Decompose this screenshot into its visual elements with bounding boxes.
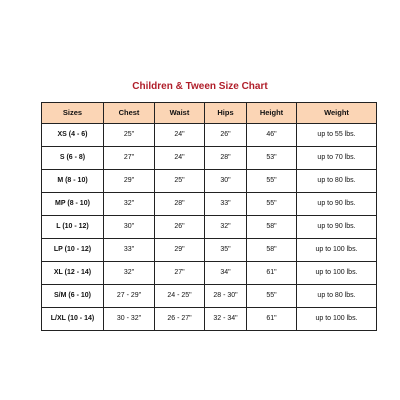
cell-hips: 33" [205, 193, 247, 216]
cell-chest: 27" [104, 147, 155, 170]
table-row [42, 193, 377, 216]
cell-hips: 35" [205, 239, 247, 262]
header-weight: Weight [297, 103, 377, 124]
cell-waist: 26" [155, 216, 205, 239]
cell-height: 58" [247, 239, 297, 262]
table-row [42, 262, 377, 285]
cell-waist: 29" [155, 239, 205, 262]
cell-height: 61" [247, 308, 297, 331]
cell-waist: 27" [155, 262, 205, 285]
chart-title: Children & Tween Size Chart [132, 81, 268, 92]
cell-hips: 32" [205, 216, 247, 239]
cell-weight: up to 100 lbs. [297, 262, 377, 285]
cell-waist: 28" [155, 193, 205, 216]
cell-weight: up to 80 lbs. [297, 170, 377, 193]
cell-weight: up to 100 lbs. [297, 239, 377, 262]
cell-weight: up to 90 lbs. [297, 216, 377, 239]
cell-hips: 28" [205, 147, 247, 170]
cell-size: S/M (6 - 10) [42, 285, 104, 308]
cell-chest: 27 - 29" [104, 285, 155, 308]
cell-size: L (10 - 12) [42, 216, 104, 239]
header-hips: Hips [205, 103, 247, 124]
header-waist: Waist [155, 103, 205, 124]
cell-chest: 32" [104, 262, 155, 285]
header-height: Height [247, 103, 297, 124]
cell-height: 55" [247, 193, 297, 216]
header-sizes: Sizes [42, 103, 104, 124]
table-row [42, 216, 377, 239]
cell-size: MP (8 - 10) [42, 193, 104, 216]
table-row [42, 124, 377, 147]
cell-size: LP (10 - 12) [42, 239, 104, 262]
cell-chest: 30" [104, 216, 155, 239]
cell-height: 58" [247, 216, 297, 239]
cell-height: 55" [247, 170, 297, 193]
cell-chest: 25" [104, 124, 155, 147]
cell-hips: 30" [205, 170, 247, 193]
cell-chest: 29" [104, 170, 155, 193]
cell-size: S (6 - 8) [42, 147, 104, 170]
cell-height: 53" [247, 147, 297, 170]
table-row [42, 285, 377, 308]
cell-size: M (8 - 10) [42, 170, 104, 193]
cell-waist: 24 - 25" [155, 285, 205, 308]
cell-size: XL (12 - 14) [42, 262, 104, 285]
cell-weight: up to 90 lbs. [297, 193, 377, 216]
header-chest: Chest [104, 103, 155, 124]
cell-size: XS (4 - 6) [42, 124, 104, 147]
cell-size: L/XL (10 - 14) [42, 308, 104, 331]
cell-chest: 32" [104, 193, 155, 216]
table-header-row [42, 103, 377, 124]
table-row [42, 170, 377, 193]
cell-hips: 32 - 34" [205, 308, 247, 331]
cell-hips: 34" [205, 262, 247, 285]
table-row [42, 308, 377, 331]
cell-chest: 33" [104, 239, 155, 262]
cell-weight: up to 80 lbs. [297, 285, 377, 308]
cell-weight: up to 55 lbs. [297, 124, 377, 147]
cell-weight: up to 70 lbs. [297, 147, 377, 170]
cell-chest: 30 - 32" [104, 308, 155, 331]
table-body [42, 124, 377, 331]
cell-hips: 26" [205, 124, 247, 147]
size-chart-table [41, 102, 377, 331]
cell-waist: 26 - 27" [155, 308, 205, 331]
cell-waist: 25" [155, 170, 205, 193]
cell-height: 61" [247, 262, 297, 285]
table-row [42, 147, 377, 170]
cell-height: 46" [247, 124, 297, 147]
cell-height: 55" [247, 285, 297, 308]
cell-waist: 24" [155, 147, 205, 170]
table-row [42, 239, 377, 262]
cell-weight: up to 100 lbs. [297, 308, 377, 331]
cell-hips: 28 - 30" [205, 285, 247, 308]
cell-waist: 24" [155, 124, 205, 147]
